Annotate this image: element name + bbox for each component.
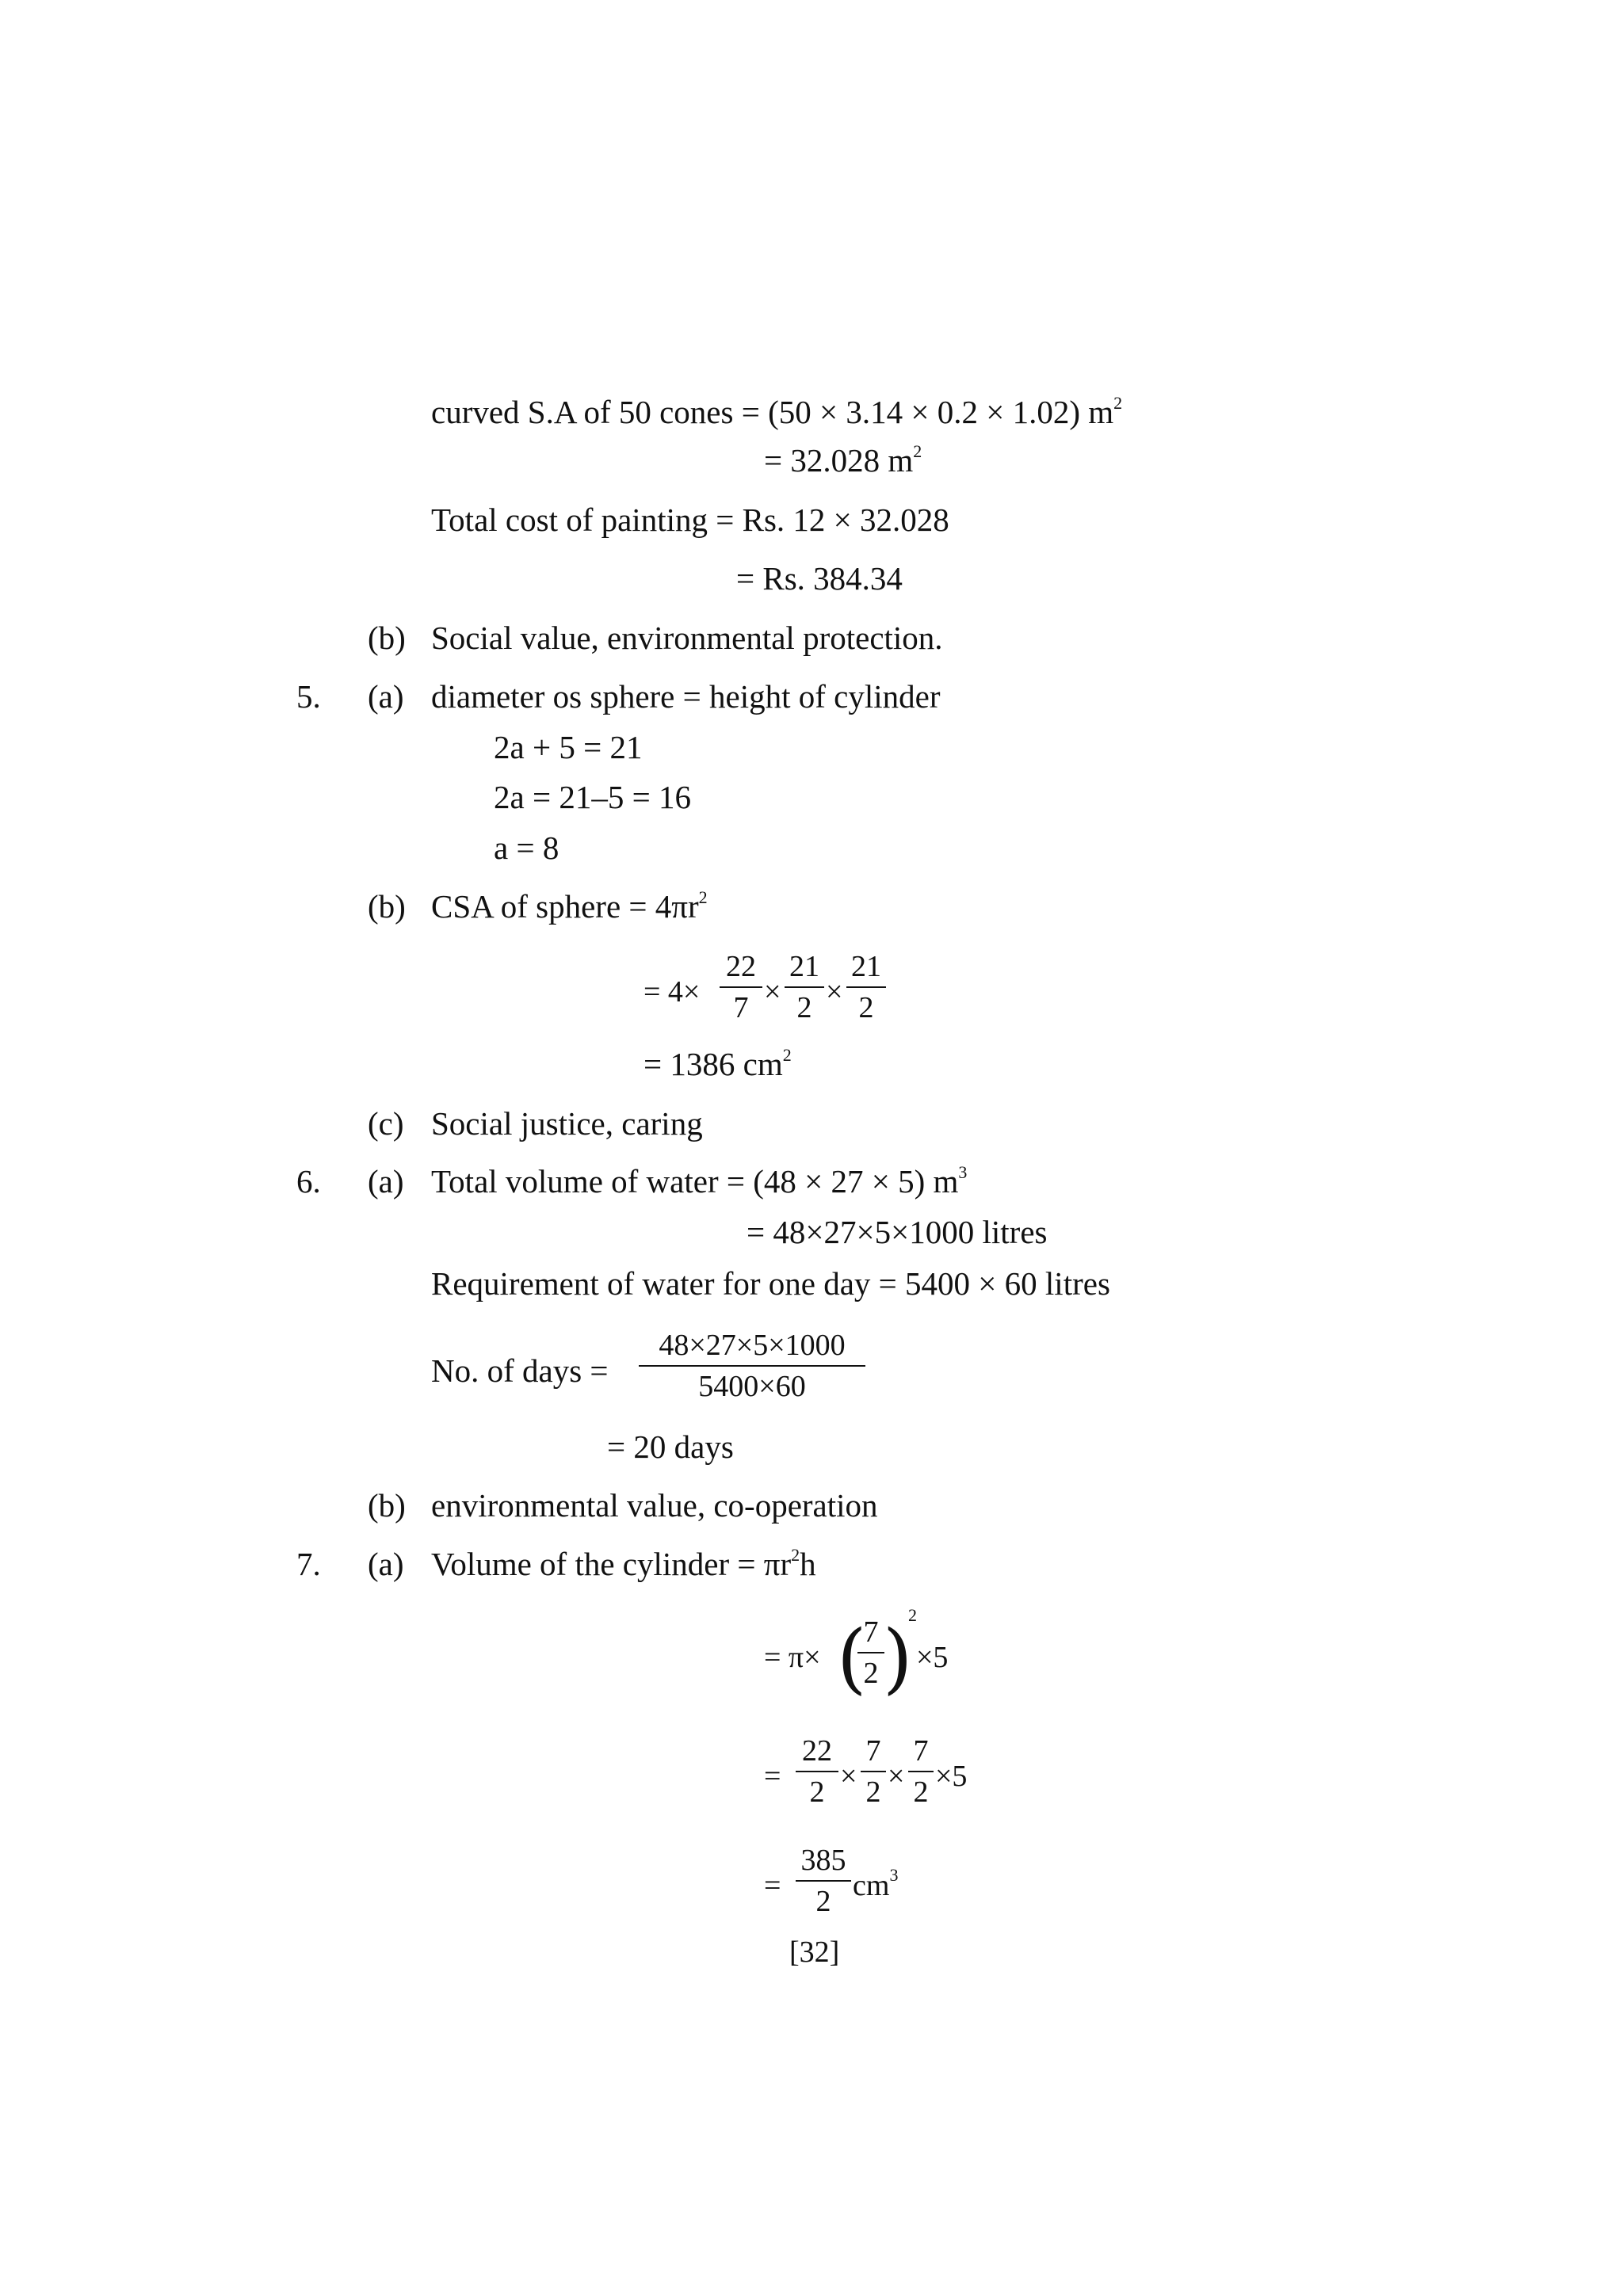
numerator: 22 xyxy=(726,950,756,983)
left-paren: ( xyxy=(837,1614,867,1703)
q5-equation-2: 2a = 21–5 = 16 xyxy=(494,779,691,815)
denominator: 2 xyxy=(858,991,874,1024)
q6-requirement-line: Requirement of water for one day = 5400 × 60 litres xyxy=(431,1265,1110,1302)
q5-equation-3: a = 8 xyxy=(494,830,559,866)
q5-part-c-text: Social justice, caring xyxy=(431,1105,703,1142)
curved-sa-result-text: = 32.028 m xyxy=(764,442,914,479)
q5-csa-result xyxy=(643,1045,792,1083)
q7-part-a-label: (a) xyxy=(368,1546,404,1582)
superscript: 2 xyxy=(913,441,922,461)
part-b-label: (b) xyxy=(368,620,406,656)
right-paren: ) xyxy=(883,1614,913,1703)
curved-sa-text: curved S.A of 50 cones = (50 × 3.14 × 0.2 × 1.02) m xyxy=(431,394,1114,430)
fraction-22-7 xyxy=(720,949,762,1025)
question-7-number: 7. xyxy=(296,1546,321,1582)
times-sign: × xyxy=(764,975,781,1009)
q6-part-b-label: (b) xyxy=(368,1487,406,1524)
numerator: 7 xyxy=(863,1615,879,1649)
q5-equation-1: 2a + 5 = 21 xyxy=(494,729,643,765)
fraction-7-2 xyxy=(857,1615,884,1691)
times-sign: × xyxy=(826,975,843,1009)
total-cost-line: Total cost of painting = Rs. 12 × 32.028 xyxy=(431,502,949,538)
h-variable: h xyxy=(800,1546,816,1582)
q5-part-a-text: diameter os sphere = height of cylinder xyxy=(431,678,941,715)
exponent: 2 xyxy=(908,1605,917,1625)
page-number: [32] xyxy=(789,1936,840,1969)
numerator: 7 xyxy=(865,1734,881,1768)
equals-sign: = xyxy=(764,1760,781,1793)
q5-part-a-label: (a) xyxy=(368,678,404,715)
fraction-22-2 xyxy=(796,1733,838,1810)
fraction-385-2 xyxy=(796,1843,851,1919)
curved-sa-line xyxy=(431,393,1122,431)
q6-volume-litres: = 48×27×5×1000 litres xyxy=(747,1214,1048,1250)
superscript: 2 xyxy=(791,1545,800,1565)
part-b-text: Social value, environmental protection. xyxy=(431,620,943,656)
numerator: 7 xyxy=(913,1734,929,1768)
question-6-number: 6. xyxy=(296,1163,321,1199)
times-sign: × xyxy=(840,1760,857,1793)
denominator: 2 xyxy=(865,1775,881,1809)
fraction-7-2 xyxy=(861,1733,886,1810)
times-five: ×5 xyxy=(935,1760,968,1793)
csa-formula: CSA of sphere = 4πr xyxy=(431,888,699,925)
numerator: 21 xyxy=(851,950,881,983)
csa-result-text: = 1386 cm xyxy=(643,1046,783,1082)
no-of-days-label: No. of days = xyxy=(431,1352,609,1389)
denominator: 2 xyxy=(815,1885,831,1918)
denominator: 2 xyxy=(863,1657,879,1690)
fraction-7-2 xyxy=(908,1733,934,1810)
numerator: 385 xyxy=(800,1844,846,1877)
superscript: 2 xyxy=(782,1045,792,1065)
q6-part-a-text xyxy=(431,1162,967,1200)
q5-part-c-label: (c) xyxy=(368,1105,404,1142)
q5-part-b-label: (b) xyxy=(368,888,406,925)
times-sign: × xyxy=(888,1760,905,1793)
unit-text: cm xyxy=(853,1869,890,1902)
fraction-21-2 xyxy=(785,949,824,1025)
superscript: 2 xyxy=(698,887,708,907)
q7-eq1-suffix: ×5 xyxy=(916,1641,949,1674)
total-volume-text: Total volume of water = (48 × 27 × 5) m xyxy=(431,1163,959,1199)
cubic-cm-unit xyxy=(853,1867,898,1905)
equals-sign: = xyxy=(764,1869,781,1902)
superscript: 3 xyxy=(889,1865,899,1885)
denominator: 5400×60 xyxy=(698,1370,806,1403)
q7-eq1-prefix: = π× xyxy=(764,1641,821,1674)
q5-eq-prefix: = 4× xyxy=(643,975,701,1009)
denominator: 2 xyxy=(809,1775,825,1809)
q6-part-a-label: (a) xyxy=(368,1163,404,1199)
curved-sa-result xyxy=(764,441,922,479)
denominator: 2 xyxy=(796,991,812,1024)
total-cost-result: = Rs. 384.34 xyxy=(736,560,903,597)
days-fraction xyxy=(639,1328,865,1404)
numerator: 21 xyxy=(789,950,819,983)
numerator: 48×27×5×1000 xyxy=(659,1329,846,1362)
fraction-21-2 xyxy=(846,949,886,1025)
denominator: 2 xyxy=(913,1775,929,1809)
question-5-number: 5. xyxy=(296,678,321,715)
q7-part-a-text xyxy=(431,1545,816,1583)
denominator: 7 xyxy=(733,991,749,1024)
q6-part-b-text: environmental value, co-operation xyxy=(431,1487,878,1524)
volume-formula: Volume of the cylinder = πr xyxy=(431,1546,792,1582)
superscript: 2 xyxy=(1113,393,1123,413)
numerator: 22 xyxy=(802,1734,832,1768)
days-result: = 20 days xyxy=(607,1428,734,1465)
q5-part-b-text xyxy=(431,887,708,925)
superscript: 3 xyxy=(958,1162,968,1182)
